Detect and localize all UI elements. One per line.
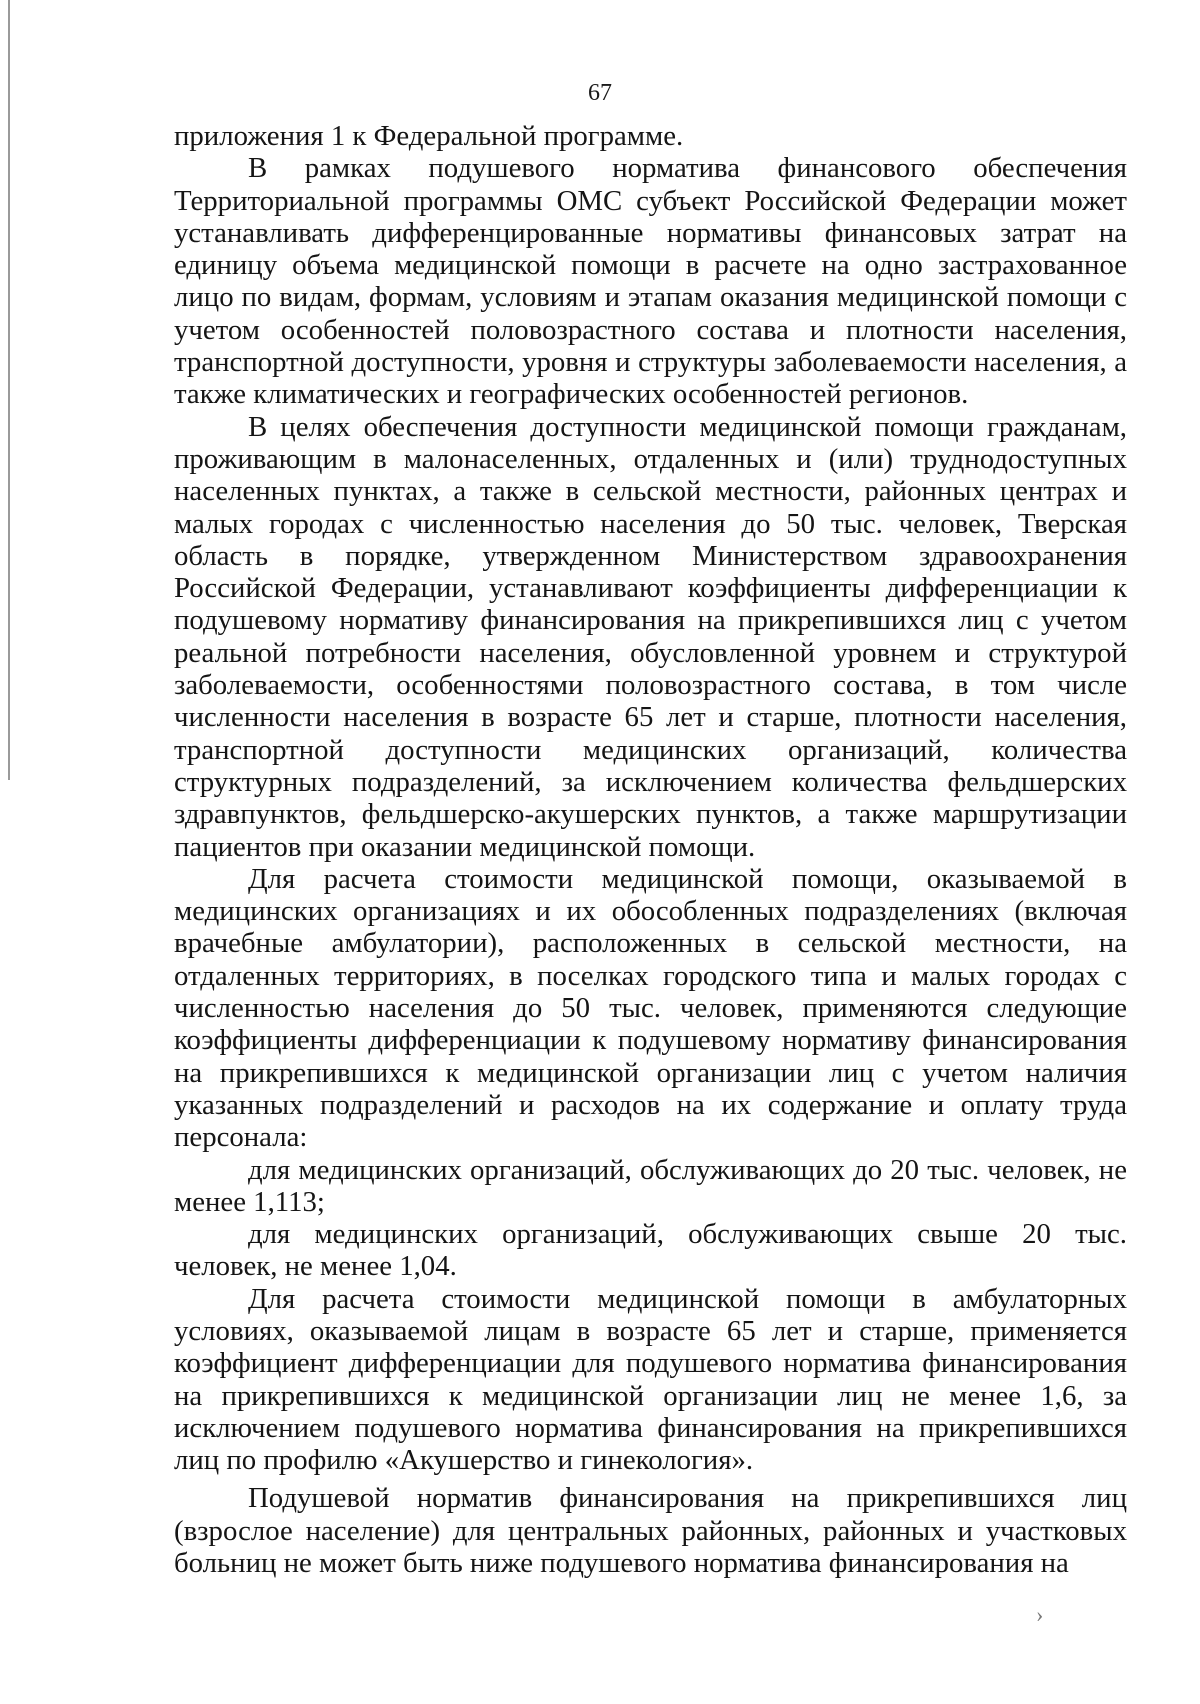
paragraph-8: Подушевой норматив финансирования на прикрепившихся лиц (взрослое население) для центральных районных, районных и участковых больниц не может быть ниже подушевого норматива финансирования на [174,1482,1127,1580]
scan-edge-line [8,0,10,780]
paragraph-4: Для расчета стоимости медицинской помощи, оказываемой в медицинских организациях и их обособленных подразделениях (включая врачебные амбулатории), расположенных в сельской местности, на отдаленных территориях, в поселках городского типа и малых городах с численностью населения до 50 тыс. человек, применяются следующие коэффициенты дифференциации к подушевому нормативу финансирования на прикрепившихся к медицинской организации лиц с учетом наличия указанных подразделений и расходов на их содержание и оплату труда персонала: [174,862,1127,1154]
paragraph-7: Для расчета стоимости медицинской помощи в амбулаторных условиях, оказываемой лицам в возрасте 65 лет и старше, применяется коэффициент дифференциации для подушевого норматива финансирования на прикрепившихся к медицинской организации лиц не менее 1,6, за исключением подушевого норматива финансирования на прикрепившихся лиц по профилю «Акушерство и гинекология». [174,1282,1127,1477]
scan-speck: › [1036,1602,1044,1627]
paragraph-5: для медицинских организаций, обслуживающих до 20 тыс. человек, не менее 1,113; [174,1153,1127,1218]
paragraph-2: В рамках подушевого норматива финансового обеспечения Территориальной программы ОМС субъект Российской Федерации может устанавливать дифференцированные нормативы финансовых затрат на единицу объема медицинской помощи в расчете на одно застрахованное лицо по видам, формам, условиям и этапам оказания медицинской помощи с учетом особенностей половозрастного состава и плотности населения, транспортной доступности, уровня и структуры заболеваемости населения, а также климатических и географических особенностей регионов. [174,152,1127,411]
document-body [174,120,1127,1579]
paragraph-6: для медицинских организаций, обслуживающих свыше 20 тыс. человек, не менее 1,04. [174,1218,1127,1283]
paragraph-3: В целях обеспечения доступности медицинской помощи гражданам, проживающим в малонаселенных, отдаленных и (или) труднодоступных населенных пунктах, а также в сельской местности, районных центрах и малых городах с численностью населения до 50 тыс. человек, Тверская область в порядке, утвержденном Министерством здравоохранения Российской Федерации, устанавливают коэффициенты дифференциации к подушевому нормативу финансирования на прикрепившихся лиц с учетом реальной потребности населения, обусловленной уровнем и структурой заболеваемости, особенностями половозрастного состава, в том числе численности населения в возрасте 65 лет и старше, плотности населения, транспортной доступности медицинских организаций, количества структурных подразделений, за исключением количества фельдшерских здравпунктов, фельдшерско-акушерских пунктов, а также маршрутизации пациентов при оказании медицинской помощи. [174,410,1127,863]
paragraph-continuation: приложения 1 к Федеральной программе. [174,120,684,152]
page-number: 67 [588,80,612,106]
